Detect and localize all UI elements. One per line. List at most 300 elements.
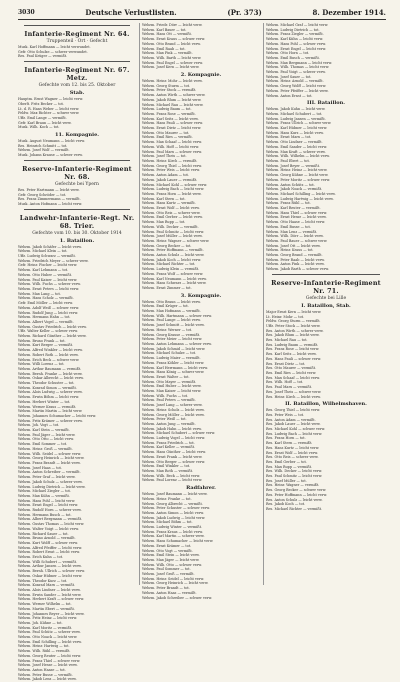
casualty-entry: Wehrm. Ernst Krämer — tot. [142, 543, 192, 548]
casualty-entry: Wehrm. Theodor Kurz — tot. [18, 578, 68, 583]
casualty-entry: Wehrm. Josef Ott — leicht verw. [266, 243, 321, 248]
casualty-entry: Wehrm. Wilh. Barth — leicht verw. [142, 55, 202, 60]
casualty-entry: Wehrm. Paul Marx — schwer verw. [142, 149, 203, 154]
casualty-entry: Wehrm. Jakob Ludwig — leicht verw. [142, 515, 206, 520]
casualty-entry: Wehrm. Otto Braun — leicht verw. [142, 299, 201, 304]
casualty-entry: Wehrm. Bruno Frank — tot. [18, 338, 66, 343]
casualty-entry: Wehrm. Konrad Marx — vermißt. [18, 583, 76, 588]
casualty-entry: Wehrm. Wilh. Seidel — schwer verw. [18, 451, 82, 456]
casualty-entry: Res. Wilh. Decker — leicht verw. [266, 469, 323, 474]
casualty-entry: Wehrm. Hermann Hahn — tot. [18, 315, 71, 320]
casualty-entry: Wehrm. Georg Reuter — leicht verw. [18, 653, 82, 658]
casualty-entry: Wehrm. Josef Wolf — vermißt. [18, 148, 70, 153]
casualty-entry: Res. Heinr. Kirch — leicht verw. [266, 394, 321, 399]
casualty-entry: Wehrm. Josef Müller — leicht verw. [142, 234, 203, 239]
casualty-entry: Wehrm. Erich Kuhn — tot. [18, 555, 64, 560]
casualty-entry: Wehrm. Emil Winkler — tot. [142, 464, 191, 469]
casualty-entry: Feldw. Georg Sturm — vermißt. [266, 319, 321, 324]
column-3 [266, 23, 386, 585]
casualty-entry: Wehrm. Otto Horn — tot. [266, 51, 310, 56]
casualty-entry: Res. Emil Gerber — tot. [266, 459, 307, 464]
casualty-entry: Wehrm. Jakob Kuhn — leicht verw. [266, 107, 326, 112]
casualty-entry: Wehrm. Hans Pohl — leicht verw. [18, 498, 76, 503]
casualty-entry: Res. Ernst Dietz — tot. [266, 361, 306, 366]
casualty-entry: Wehrm. Franz Horn — leicht verw. [142, 191, 202, 196]
casualty-entry: Wehrm. Emil Gerber — leicht verw. [142, 215, 203, 220]
casualty-entry: Wehrm. Hans Schwarz — leicht verw. [142, 281, 207, 286]
casualty-entry: Wehrm. Michael Schubert — tot. [266, 111, 323, 116]
casualty-entry: Res. Heinr. Wagner — vermißt. [266, 483, 320, 488]
casualty-entry: Wehrm. Peter Meier — leicht verw. [142, 337, 203, 342]
casualty-entry: Wehrm. Jakob Noack — vermißt. [266, 187, 323, 192]
casualty-entry: Wehrm. Otto Reis — schwer verw. [142, 210, 201, 215]
casualty-entry: Wehrm. Ludwig Maier — vermißt. [142, 356, 201, 361]
casualty-entry: Musk. August Neumann — leicht verw. [18, 139, 85, 144]
casualty-entry: Wehrm. Max Fink — vermißt. [142, 51, 193, 56]
casualty-entry: Wehrm. Anton Simon — leicht verw. [142, 510, 204, 515]
casualty-entry: Wehrm. Michael Schulze — tot. [142, 351, 197, 356]
casualty-entry: Wehrm. Max Schaaf — leicht verw. [142, 140, 202, 145]
casualty-entry: Wehrm. Ludwig Baum — tot. [142, 107, 192, 112]
casualty-entry: Wehrm. Max Lang — tot. [18, 291, 61, 296]
casualty-entry: Res. Ernst Wolf — leicht verw. [266, 450, 318, 455]
casualty-entry: Wehrm. Anton Schütz — tot. [266, 182, 315, 187]
casualty-entry: Wehrm. Hans Pohl — schwer verw. [266, 41, 326, 46]
casualty-entry: Wehrm. Karl Stern — tot. [142, 196, 186, 201]
casualty-entry: Wehrm. Emil Raab — tot. [142, 46, 186, 51]
casualty-entry: Wehrm. Otto Brand — leicht verw. [142, 41, 201, 46]
casualty-entry: Res. Karl Stern — vermißt. [266, 441, 313, 446]
casualty-entry: Res. Otto Maurer — vermißt. [266, 366, 317, 371]
casualty-entry: Wehrm. Arthur Baumann — vermißt. [18, 366, 82, 371]
column-2 [142, 23, 260, 600]
casualty-entry: Wehrm. Paul Schmitz — leicht verw. [142, 229, 205, 234]
casualty-entry: Uffz. Walter Keller — schwer verw. [18, 329, 78, 334]
casualty-entry: Wehrm. Willi Schubert — vermißt. [18, 559, 78, 564]
casualty-entry: Gefr. Heinr. Fischer — leicht verw. [18, 263, 78, 268]
regiment-subtitle: Gefechte bei Lille [305, 295, 347, 301]
casualty-entry: Wehrm. Emil Busse — tot. [266, 224, 311, 229]
section-heading: 11. Kompagnie. [55, 132, 99, 139]
casualty-entry: Wehrm. Anton Schulz — leicht verw. [142, 253, 205, 258]
casualty-entry: Wehrm. Georg Kühne — leicht verw. [266, 173, 329, 178]
section-heading: 1. Bataillon. [59, 237, 95, 244]
casualty-entry: Wehrm. Josef Groß — vermißt. [142, 572, 195, 577]
section-heading: 3. Kompagnie. [180, 292, 222, 299]
publication-title: Deutsche Verlustlisten. [85, 7, 177, 17]
casualty-entry: Wehrm. Heinr. Hartwig — tot. [18, 644, 70, 649]
casualty-entry: Wehrm. Paul Jäger — leicht verw. [18, 432, 76, 437]
casualty-entry: Wehrm. Franz Kraus — leicht verw. [142, 529, 203, 534]
casualty-entry: Wehrm. Bruno Arnold — vermißt. [18, 536, 76, 541]
casualty-entry: Wehrm. Anton Adam — tot. [142, 173, 189, 178]
regiment-subtitle: Truppenteil · Ort · Gefecht [46, 39, 108, 44]
casualty-entry: Wehrm. Josef Hesse — leicht verw. [18, 663, 78, 668]
casualty-entry: Res. Max Schaaf — leicht verw. [266, 375, 321, 380]
casualty-entry: Wehrm. Fritz Heinz — leicht verw. [18, 616, 78, 621]
casualty-entry: Wehrm. Alois Ludwig — schwer verw. [18, 390, 83, 395]
casualty-entry: Major Ernst Kern — leicht verw. [266, 309, 322, 314]
casualty-entry: Wehrm. Bernh. Franke — leicht verw. [18, 371, 83, 376]
casualty-entry: Gefr. Emil Möller — leicht verw. [18, 301, 73, 306]
casualty-entry: Wehrm. Max Lenz — vermißt. [266, 229, 318, 234]
casualty-entry: Wehrm. Georg Heinrich — leicht verw. [18, 456, 85, 461]
casualty-entry: Wehrm. Johannes Schumacher — leicht verw. [18, 413, 97, 418]
casualty-entry: Wehrm. Ernst Engel — leicht verw. [266, 46, 327, 51]
casualty-entry: Wehrm. Franz Ullrich — schwer verw. [266, 121, 332, 126]
casualty-entry: Wehrm. Anton Lehmann — schwer verw. [142, 342, 212, 346]
header-rule [18, 19, 386, 20]
section-heading: II. Bataillon, Wilhelmshaven. [285, 401, 367, 408]
casualty-entry: Wehrm. Peter Schuster — schwer verw. [142, 506, 211, 511]
casualty-entry: Wehrm. Anton Fink — leicht verw. [266, 262, 325, 267]
casualty-entry: Wehrm. Konrad Simon — vermißt. [18, 385, 77, 390]
casualty-entry: Wehrm. Karl Hübner — leicht verw. [266, 126, 328, 131]
casualty-entry: Wehrm. Karl Bauer — tot. [142, 27, 187, 32]
casualty-entry: Wehrm. Franz Rühl — tot. [266, 201, 311, 206]
casualty-entry: Wehrm. Heinr. Scholz — leicht verw. [142, 407, 205, 412]
casualty-entry: Wehrm. Jakob Koch — leicht verw. [142, 257, 202, 262]
casualty-entry: Wehrm. Wilh. Wilhelm — leicht verw. [266, 154, 330, 159]
casualty-entry: Wehrm. Wilh. Fuchs — schwer verw. [18, 282, 81, 287]
casualty-entry: Res. Georg Thiel — leicht verw. [266, 408, 321, 413]
casualty-entry: Wehrm. Wilh. Dörr — leicht verw. [266, 234, 324, 239]
regiment-subtitle: Gefechte vom 10. bis 30. Oktober 1914 [32, 230, 122, 236]
casualty-entry: Wehrm. Heinr. Franke — tot. [142, 496, 192, 501]
casualty-entry: Res. Josef Müller — tot. [266, 478, 307, 483]
casualty-entry: Lt. Heinr. Mohr — tot. [266, 314, 305, 319]
casualty-entry: Wehrm. Otto Mayer — vermißt. [142, 379, 197, 384]
casualty-entry: Wehrm. Heinr. Groß — vermißt. [18, 446, 73, 451]
casualty-entry: Wehrm. Herbert Kraft — schwer verw. [18, 597, 85, 602]
casualty-entry: Uffz. Peter Stock — leicht verw. [266, 323, 321, 328]
casualty-entry: Wehrm. Erwin Böhm — leicht verw. [18, 395, 80, 400]
casualty-entry: Wehrm. Michael Richter — tot. [142, 262, 196, 267]
casualty-entry: Res. Jakob Lauer — leicht verw. [266, 422, 321, 427]
casualty-entry: Wehrm. Wilh. Otto — schwer verw. [142, 562, 202, 567]
casualty-entry: Wehrm. Karl Neumann — leicht verw. [142, 276, 207, 281]
casualty-entry: Wehrm. Wilh. Decker — vermißt. [142, 224, 199, 229]
casualty-entry: Wehrm. Hans Scholz — vermißt. [18, 296, 74, 301]
casualty-entry: Wehrm. Anton Haase — tot. [18, 667, 66, 672]
casualty-entry: Wehrm. Adolf Weiß — schwer verw. [18, 305, 80, 310]
casualty-entry: Wehrm. Oskar Hübner — leicht verw. [18, 573, 83, 578]
regiment-rule [272, 274, 380, 275]
casualty-entry: Wehrm. Oskar Albrecht — leicht verw. [18, 376, 84, 381]
casualty-entry: Wehrm. Franz Ziegler — vermißt. [266, 32, 324, 37]
casualty-entry: Wehrm. Paul Voigt — schwer verw. [266, 70, 326, 75]
casualty-entry: Wehrm. Ludwig Dietrich — leicht verw. [18, 484, 86, 489]
casualty-entry: Wehrm. Max Hofmann — vermißt. [142, 309, 201, 314]
casualty-entry: Wehrm. Ludwig Winter — vermißt. [142, 525, 203, 530]
casualty-entry: Wehrm. Heinr. Heinz — leicht verw. [266, 168, 328, 173]
casualty-entry: Res. Franz Horn — tot. [266, 436, 306, 441]
casualty-entry: Wehrm. Jakob Barth — schwer verw. [266, 267, 329, 272]
casualty-entry: Res. Michael Rau — tot. [266, 338, 308, 343]
casualty-entry: Wehrm. Jakob Schmid — leicht verw. [142, 346, 206, 351]
casualty-entry: Wehrm. Max Kühn — vermißt. [18, 493, 70, 498]
casualty-entry: Wehrm. Alfred Pfeiffer — leicht verw. [18, 545, 83, 550]
casualty-entry: Wehrm. Georg Albrecht — vermißt. [142, 501, 203, 506]
casualty-entry: Res. Max Rupp — vermißt. [266, 464, 313, 469]
casualty-entry: Wehrm. Ludwig Hartwig — leicht verw. [266, 196, 334, 201]
regiment-title: Infanterie-Regiment Nr. 64. [24, 30, 130, 38]
casualty-entry: Wehrm. Otto Huber — vermißt. [18, 272, 73, 277]
issue-date: 8. Dezember 1914. [312, 7, 386, 17]
casualty-entry: Wehrm. Josef Beyer — vermißt. [266, 163, 321, 168]
regiment-rule [24, 25, 130, 26]
casualty-entry: Wehrm. Max Bergmann — leicht verw. [266, 60, 333, 65]
casualty-entry: Wehrm. Jakob Blum — leicht verw. [142, 97, 202, 102]
casualty-entry: Wehrm. Otto Berger — schwer verw. [142, 459, 206, 464]
casualty-entry: Res. Anton Schulz — leicht verw. [266, 497, 323, 502]
casualty-entry: Gefr. Georg Schröder — tot. [18, 192, 67, 197]
casualty-entry: Wehrm. Gustav Thomas — leicht verw. [18, 522, 85, 527]
casualty-entry: Musk. Johann Krause — schwer verw. [18, 153, 83, 158]
casualty-entry: Wehrm. Otto Vogt — vermißt. [142, 548, 193, 553]
casualty-entry: Wehrm. Anton Wirth — schwer verw. [142, 93, 206, 98]
casualty-entry: Wehrm. Peter Pfeiffer — leicht verw. [266, 88, 329, 93]
casualty-entry: Wehrm. Hans Thiel — schwer verw. [266, 210, 328, 215]
casualty-entry: Uffz. Emil Lange — vermißt. [18, 115, 67, 120]
casualty-entry: Wehrm. Otto Noack — leicht verw. [18, 635, 78, 640]
casualty-entry: Wehrm. Albert Vogel — vermißt. [18, 319, 74, 324]
casualty-entry: Wehrm. Josef Theis — tot. [142, 154, 187, 159]
casualty-entry: Wehrm. Anton Haas — vermißt. [142, 590, 197, 595]
casualty-entry: Res. Michael Richter — vermißt. [266, 506, 323, 511]
casualty-entry: Oberlt. Fritz Becker — tot. [18, 101, 64, 106]
casualty-entry: Wehrm. Heinr. Arnold — vermißt. [266, 79, 324, 84]
section-heading: III. Bataillon. [307, 100, 345, 107]
casualty-entry: Wehrm. Emil Huber — leicht verw. [142, 384, 202, 389]
casualty-entry: Wehrm. Hermann Busch — tot. [18, 512, 72, 517]
casualty-entry: Res. Paul Marx — vermißt. [266, 385, 313, 390]
casualty-entry: Res. Jakob Koch — tot. [266, 502, 306, 507]
section-heading: 2. Kompagnie. [180, 72, 222, 79]
casualty-entry: Wehrm. Hans Kurz — leicht verw. [266, 130, 324, 135]
casualty-entry: Wehrm. Max Rupp — tot. [142, 220, 186, 225]
casualty-entry: Wehrm. Otto Otto — leicht verw. [18, 437, 74, 442]
column-divider [263, 23, 264, 585]
casualty-entry: Wehrm. Anton Jung — vermißt. [142, 421, 196, 426]
casualty-entry: Wehrm. Michael Schilling — leicht verw. [266, 191, 336, 196]
casualty-entry: Wehrm. Heinr. Werner — tot. [142, 327, 193, 332]
casualty-entry: Wehrm. Hans Pauli — schwer verw. [142, 121, 203, 126]
casualty-entry: Wehrm. Karl Herrmann — leicht verw. [142, 365, 208, 370]
casualty-entry: Wehrm. Ernst Hesse — leicht verw. [266, 215, 327, 220]
casualty-entry: Wehrm. Paul Lange — leicht verw. [142, 318, 201, 323]
casualty-entry: Wehrm. Franz Thiel — schwer verw. [18, 658, 81, 663]
casualty-entry: Res. Paul Schmitz — leicht verw. [266, 474, 323, 479]
regiment-title: Infanterie-Regiment Nr. 67. Metz. [24, 66, 130, 83]
casualty-entry: Uffz. Ludwig Schwarz — vermißt. [18, 254, 76, 259]
casualty-entry: Wehrm. Franz Friedrich — tot. [142, 440, 195, 445]
casualty-entry: Res. Heinrich Schmitt — tot. [18, 143, 68, 148]
casualty-entry: Wehrm. Georg Sturm — tot. [142, 83, 191, 88]
casualty-entry: Wehrm. Hans Ott — vermißt. [142, 32, 192, 37]
casualty-entry: Res. Ludwig Baum — vermißt. [266, 342, 319, 347]
casualty-entry: Wehrm. Wilh. Rühl — vermißt. [18, 649, 71, 654]
regiment-rule [24, 61, 130, 62]
casualty-entry: Wehrm. Rudolf Horn — schwer verw. [18, 508, 82, 513]
casualty-entry: Res. Emil Ries — leicht verw. [266, 371, 317, 375]
casualty-entry: Wehrm. Josef Haas — tot. [18, 465, 62, 470]
casualty-entry: Hauptm. Ernst Wagner — leicht verw. [18, 97, 84, 102]
regiment-subtitle: Gefechte bei Ypern [55, 181, 99, 187]
casualty-entry: Res. Peter Weis — tot. [266, 412, 305, 417]
casualty-entry: Wehrm. Heinr. Seidel — leicht verw. [142, 576, 205, 581]
casualty-entry: Wehrm. Peter Stock — vermißt. [142, 88, 197, 93]
casualty-entry: Wehrm. Peter Busse — vermißt. [18, 672, 73, 677]
casualty-entry: Wehrm. Heinr. Kirch — vermißt. [142, 158, 198, 163]
casualty-entry: Wehrm. Ludwig Bach — leicht verw. [142, 187, 205, 192]
casualty-entry: Wehrm. Jakob Schulz — schwer verw. [18, 479, 83, 484]
casualty-entry: Wehrm. Peter Hoffmann — vermißt. [142, 248, 204, 253]
casualty-entry: Wehrm. Hans König — schwer verw. [142, 370, 205, 375]
casualty-entry: Wehrm. Georg Krause — vermißt. [142, 332, 201, 337]
casualty-entry: Wehrm. Anton Schreiber — vermißt. [18, 470, 81, 475]
casualty-entry: Wehrm. Otto Maurer — tot. [142, 130, 190, 135]
casualty-entry: Wehrm. Wilh. Fuchs — tot. [142, 393, 189, 398]
casualty-entry: Wehrm. Wilh. Hartmann — schwer verw. [142, 313, 212, 318]
casualty-entry: Wehrm. Willi Lorenz — tot. [18, 362, 65, 367]
casualty-entry: Wehrm. Richard Günther — leicht verw. [18, 334, 87, 339]
casualty-entry: Wehrm. Jakob Schäfer — leicht verw. [18, 244, 82, 249]
casualty-entry: Wehrm. Erwin Sander — leicht verw. [18, 592, 82, 597]
casualty-entry: Musk. Wilh. Koch — tot. [18, 125, 60, 130]
casualty-entry: Wehrm. Jakob Lauer — vermißt. [142, 177, 198, 182]
casualty-entry: Musk. Karl Hoffmann — leicht verwundet. [18, 45, 91, 49]
casualty-entry: Wehrm. Emil Stein — leicht verw. [142, 553, 200, 558]
casualty-entry: Wehrm. Jakob Lenz — leicht verw. [18, 677, 77, 682]
regiment-rule [24, 209, 130, 210]
casualty-entry: Wehrm. Ernst Marx — tot. [266, 135, 312, 140]
casualty-entry: Wehrm. Karl Kühn — leicht verw. [266, 37, 324, 42]
casualty-entry: Wehrm. Paul Bauer — schwer verw. [266, 238, 328, 243]
regiment-title: Reserve-Infanterie-Regiment Nr. 68. [22, 164, 132, 181]
casualty-entry: Wehrm. Karl Lehmann — tot. [18, 268, 69, 273]
casualty-entry: Wehrm. Ludwig Vogel — leicht verw. [142, 436, 206, 441]
casualty-entry: Wehrm. Franz Rose — vermißt. [142, 111, 196, 116]
casualty-entry: Wehrm. Ernst Kraus — schwer verw. [142, 37, 206, 42]
casualty-entry: Wehrm. Ernst Zimmer — tot. [142, 285, 192, 290]
casualty-entry: Wehrm. Georg Thiel — leicht verw. [142, 163, 202, 168]
casualty-entry: Wehrm. Josef Baumann — leicht verw. [142, 492, 208, 497]
casualty-entry: Wehrm. Wilh. Beck — leicht verw. [142, 473, 201, 478]
regiment-subtitle: Gefechte vom 12. bis 25. Oktober [38, 83, 116, 89]
page-header [18, 6, 386, 18]
casualty-entry: Wehrm. Peter Weis — leicht verw. [142, 168, 200, 173]
casualty-entry: Wehrm. Karl Martin — schwer verw. [142, 534, 205, 539]
casualty-entry: Wehrm. Hans Günther — leicht verw. [142, 450, 206, 455]
casualty-entry: Wehrm. Karl Keller — vermißt. [142, 445, 196, 450]
casualty-entry: Wehrm. Ernst Engel — leicht verw. [18, 503, 79, 508]
casualty-entry: Wehrm. Paul Sommer — tot. [142, 567, 191, 572]
casualty-entry: Wehrm. Peter Weiß — tot. [142, 417, 187, 422]
casualty-entry: Wehrm. Karl Seitz — leicht verw. [142, 116, 199, 121]
casualty-entry: Wehrm. Werner Kraus — vermißt. [18, 404, 77, 409]
casualty-entry: Res. Jakob Blum — leicht verw. [266, 333, 320, 338]
casualty-entry: Wehrm. Paul Lorenz — leicht verw. [142, 478, 203, 483]
casualty-entry: Wehrm. Franz Köhler — leicht verw. [142, 360, 205, 365]
casualty-entry: Wehrm. Georg Brand — vermißt. [266, 253, 323, 258]
casualty-entry: Wehrm. Ernst Peters — leicht verw. [18, 286, 80, 291]
casualty-entry: Wehrm. Jakob Hahn — leicht verw. [142, 426, 202, 431]
casualty-entry: Wehrm. Theodor Schuster — tot. [18, 381, 75, 386]
casualty-entry: Musk. Anton Hofmann — leicht verw. [18, 201, 83, 206]
casualty-entry: Wehrm. Emil Ries — vermißt. [142, 135, 193, 140]
casualty-entry: Wehrm. Max Roth — vermißt. [142, 468, 194, 473]
casualty-entry: Res. Peter Hoffmann — leicht verw. [266, 492, 328, 497]
casualty-entry: Wehrm. Franz Wolf — schwer verw. [142, 271, 204, 276]
casualty-entry: Wehrm. Peter Moritz — schwer verw. [266, 177, 331, 182]
casualty-entry: Wehrm. Paul Schütz — schwer verw. [18, 630, 81, 635]
regiment-title: Reserve-Infanterie-Regiment Nr. 71. [271, 278, 381, 295]
casualty-entry: Res. Anton Wirth — schwer verw. [266, 328, 324, 333]
column-1 [18, 23, 136, 682]
casualty-entry: Wehrm. Josef Schmitt — leicht verw. [142, 323, 205, 328]
casualty-entry: Wehrm. Max Kaiser — leicht verw. [142, 389, 202, 394]
casualty-entry: Wehrm. Wilh. Thomas — leicht verw. [266, 65, 330, 70]
casualty-entry: Res. Paul Krüger — vermißt. [18, 54, 68, 59]
casualty-entry: Lt. d. R. Hans Weber — leicht verw. [18, 106, 80, 111]
casualty-entry: Wehrm. Michael Kohl — schwer verw. [142, 182, 208, 187]
casualty-entry: Wehrm. Peter Graf — leicht verw. [18, 475, 76, 480]
casualty-entry: Wehrm. Heinr. Mohr — leicht verw. [142, 79, 203, 84]
casualty-entry: Res. Karl Seitz — leicht verw. [266, 352, 317, 357]
casualty-entry: Wehrm. Michael Ziegler — tot. [18, 489, 71, 494]
casualty-entry: Wehrm. Hans Schumacher — leicht verw. [142, 539, 214, 544]
regiment-title: Landwehr-Infanterie-Regt. Nr. 68. Trier. [19, 213, 135, 230]
casualty-entry: Wehrm. Emil Sander — leicht verw. [266, 144, 328, 149]
casualty-entry: Wehrm. Franz Brandt — leicht verw. [18, 461, 81, 465]
casualty-entry: Wehrm. Arthur Jansen — leicht verw. [18, 564, 82, 569]
casualty-entry: Wehrm. Kurt Berger — vermißt. [18, 343, 74, 348]
casualty-entry: Wehrm. Friedrich Meyer — schwer verw. [18, 258, 89, 263]
casualty-entry: Wehrm. Emil Krüger — tot. [142, 304, 189, 309]
casualty-entry: Wehrm. Paul Engel — schwer verw. [142, 60, 203, 65]
casualty-entry: Res. Hans Kurtz — leicht verw. [266, 445, 320, 450]
casualty-entry: Gefr. Otto Schulze — schwer verwundet. [18, 49, 88, 54]
casualty-entry: Wehrm. Karl Reuter — vermißt. [266, 206, 321, 211]
casualty-entry: Wehrm. Friedr. Dörr — leicht verw. [142, 23, 203, 27]
casualty-entry: Wehrm. Ludwig Jansen — vermißt. [266, 116, 326, 121]
casualty-entry: Wehrm. Ludwig Dietrich — tot. [266, 27, 320, 32]
casualty-entry: Wehrm. Heinr. Kraus — tot. [266, 248, 314, 253]
casualty-entry: Wehrm. Josef Kern — leicht verw. [142, 65, 200, 70]
casualty-entry: Gefr. Karl Braun — leicht verw. [18, 120, 72, 125]
casualty-entry: Wehrm. Emil Schilling — leicht verw. [18, 639, 82, 644]
casualty-entry: Res. Michael Kohl — schwer verw. [266, 427, 326, 432]
casualty-entry: Wehrm. Walter Voigt — leicht verw. [18, 526, 79, 531]
casualty-entry: Wehrm. Bernh. Ullrich — schwer verw. [18, 569, 85, 574]
casualty-entry: Wehrm. Ernst Wolf — leicht verw. [142, 206, 200, 211]
casualty-entry: Wehrm. Wilh. Hoff — leicht verw. [142, 144, 200, 149]
casualty-entry: Res. Ludwig Bach — leicht verw. [266, 431, 323, 436]
casualty-entry: Wehrm. Peter Raab — leicht verw. [266, 257, 325, 262]
casualty-entry: Wehrm. Max Jäger — leicht verw. [142, 557, 200, 562]
casualty-entry: Wehrm. Josef Lang — schwer verw. [142, 403, 203, 408]
casualty-entry: Feldw. Max Richter — schwer verw. [18, 111, 80, 116]
casualty-entry: Wehrm. Ernst Walter — tot. [142, 374, 190, 379]
casualty-entry: Res. Josef Theis — schwer verw. [266, 389, 322, 394]
casualty-entry: Wehrm. Josef Sauer — tot. [266, 74, 312, 79]
casualty-entry: Wehrm. Georg Heinrich — leicht verw. [142, 581, 209, 586]
casualty-entry: Wehrm. Max Kraft — schwer verw. [266, 149, 326, 154]
casualty-entry: Wehrm. Emil Busch — vermißt. [266, 55, 320, 60]
casualty-entry: Wehrm. Ernst Frank — leicht verw. [142, 454, 203, 459]
casualty-entry: Wehrm. Martin Ebert — vermißt. [18, 606, 75, 611]
